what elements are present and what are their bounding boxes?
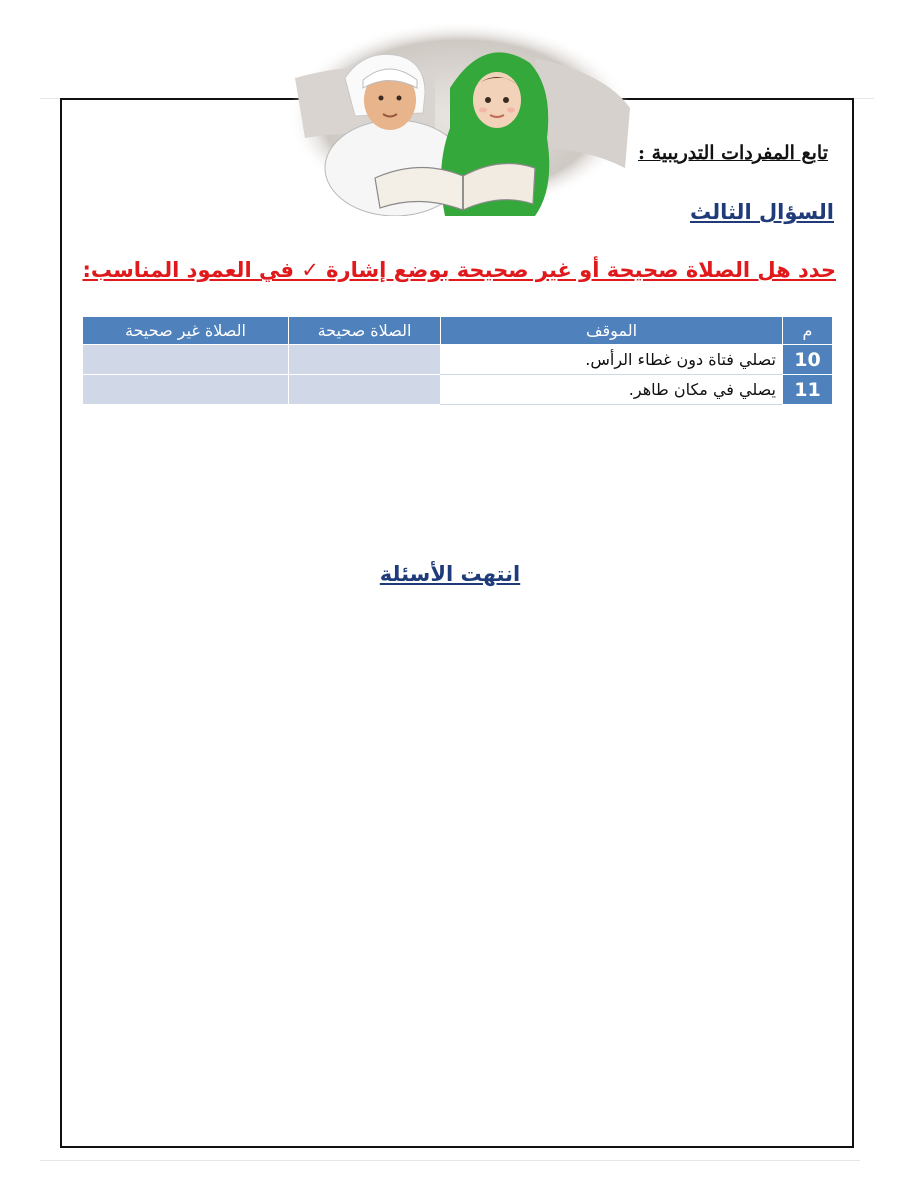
table-row bbox=[83, 345, 833, 375]
row-situation: يصلي في مكان طاهر. bbox=[441, 375, 783, 405]
page-corner-mark bbox=[40, 98, 60, 99]
row-number: 11 bbox=[783, 375, 833, 405]
answer-table bbox=[82, 316, 833, 405]
page-bottom-mark bbox=[40, 1160, 860, 1161]
section-subtitle: تابع المفردات التدريبية : bbox=[638, 142, 828, 164]
question-instruction: حدد هل الصلاة صحيحة أو غير صحيحة بوضع إشارة ✓ في العمود المناسب: bbox=[82, 258, 836, 282]
invalid-answer-cell[interactable] bbox=[83, 375, 289, 405]
valid-answer-cell[interactable] bbox=[289, 375, 441, 405]
table-row bbox=[83, 375, 833, 405]
header-invalid-prayer: الصلاة غير صحيحة bbox=[83, 317, 289, 345]
row-situation: تصلي فتاة دون غطاء الرأس. bbox=[441, 345, 783, 375]
question-title: السؤال الثالث bbox=[689, 200, 834, 224]
invalid-answer-cell[interactable] bbox=[83, 345, 289, 375]
page-corner-mark bbox=[854, 98, 874, 99]
page-frame bbox=[60, 98, 854, 1148]
children-reading-illustration bbox=[285, 18, 635, 216]
table-header-row bbox=[83, 317, 833, 345]
end-of-questions-text: انتهت الأسئلة bbox=[379, 562, 521, 586]
header-situation: الموقف bbox=[441, 317, 783, 345]
header-number: م bbox=[783, 317, 833, 345]
valid-answer-cell[interactable] bbox=[289, 345, 441, 375]
header-valid-prayer: الصلاة صحيحة bbox=[289, 317, 441, 345]
row-number: 10 bbox=[783, 345, 833, 375]
